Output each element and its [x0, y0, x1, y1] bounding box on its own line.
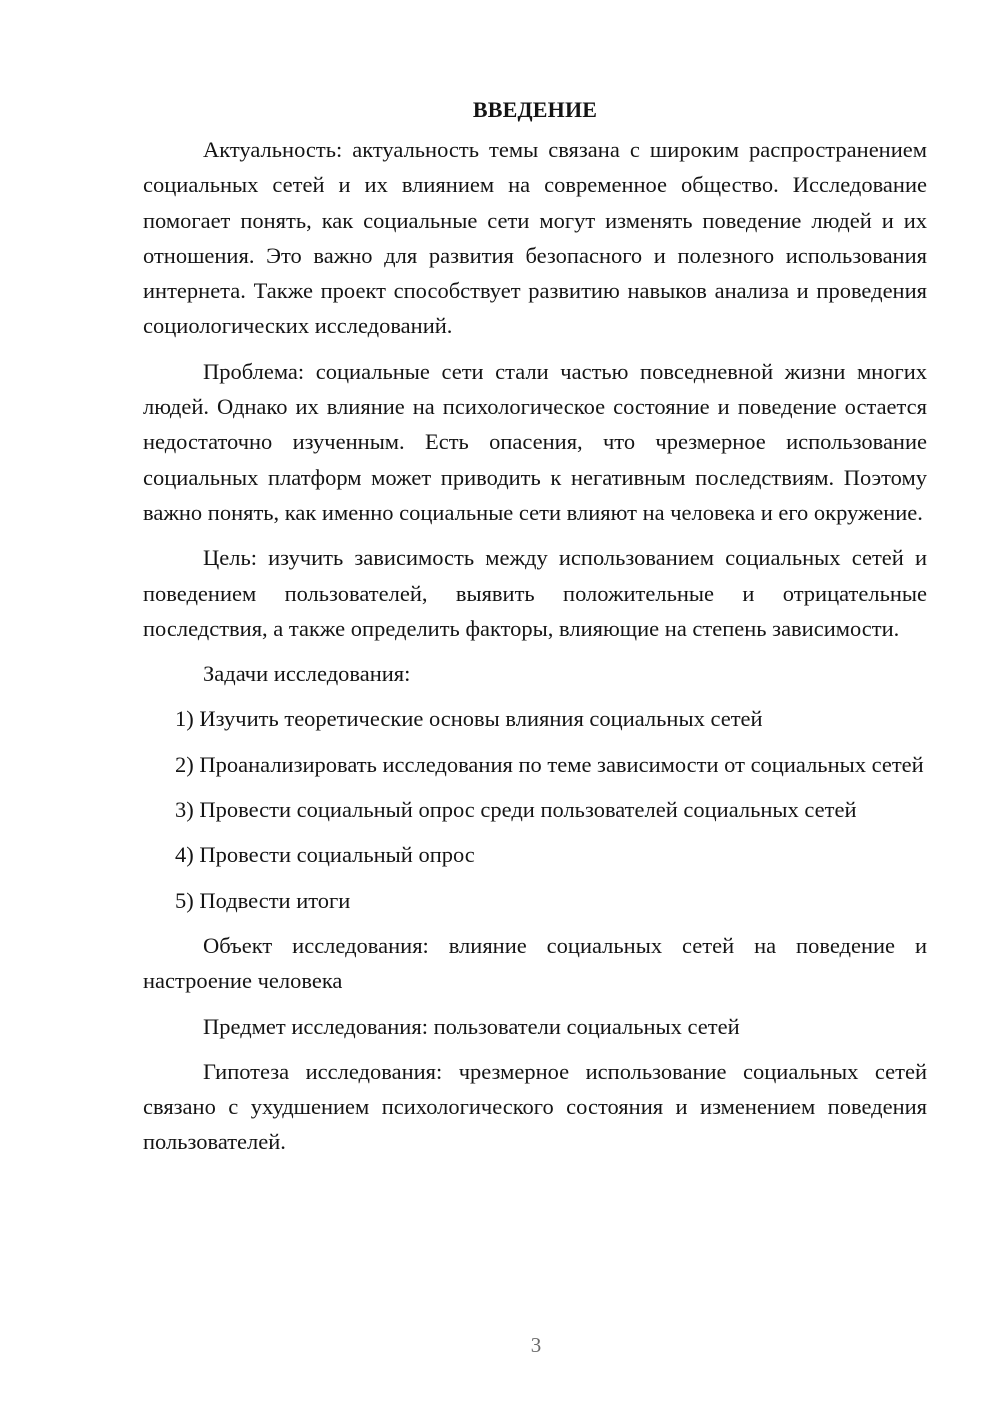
paragraph-relevance: Актуальность: актуальность темы связана с широким распространением социальных сетей и их влиянием на современное общество. Исследование помогает понять, как социальные сети могут изменять поведение людей и их отношения. Это важно для развития безопасного и полезного использования интернета. Также проект способствует развитию навыков анализа и проведения социологических исследований. [143, 137, 927, 339]
paragraph-tasks-heading: Задачи исследования: [203, 661, 411, 687]
task-item-1: 1) Изучить теоретические основы влияния социальных сетей [175, 706, 763, 732]
paragraph-problem: Проблема: социальные сети стали частью повседневной жизни многих людей. Однако их влияние на психологическое состояние и поведение остается недостаточно изученным. Есть опасения, что чрезмерное использование социальных платформ может приводить к негативным последствиям. Поэтому важно понять, как именно социальные сети влияют на человека и его окружение. [143, 358, 927, 525]
page-content [143, 92, 927, 1160]
page-number: 3 [530, 1333, 542, 1357]
paragraph-subject: Предмет исследования: пользователи социальных сетей [203, 1013, 740, 1039]
task-item-4: 4) Провести социальный опрос [175, 842, 475, 868]
task-item-2: 2) Проанализировать исследования по теме зависимости от социальных сетей [175, 751, 924, 777]
paragraph-hypothesis: Гипотеза исследования: чрезмерное использование социальных сетей связано с ухудшением психологического состояния и изменением поведения пользователей. [143, 1058, 927, 1155]
task-item-3: 3) Провести социальный опрос среди пользователей социальных сетей [175, 797, 857, 823]
section-title: ВВЕДЕНИЕ [472, 97, 598, 122]
paragraph-object: Объект исследования: влияние социальных сетей на поведение и настроение человека [143, 932, 927, 994]
task-item-5: 5) Подвести итоги [175, 887, 351, 913]
paragraph-goal: Цель: изучить зависимость между использованием социальных сетей и поведением пользователей, выявить положительные и отрицательные последствия, а также определить факторы, влияющие на степень зависимости. [143, 545, 927, 641]
